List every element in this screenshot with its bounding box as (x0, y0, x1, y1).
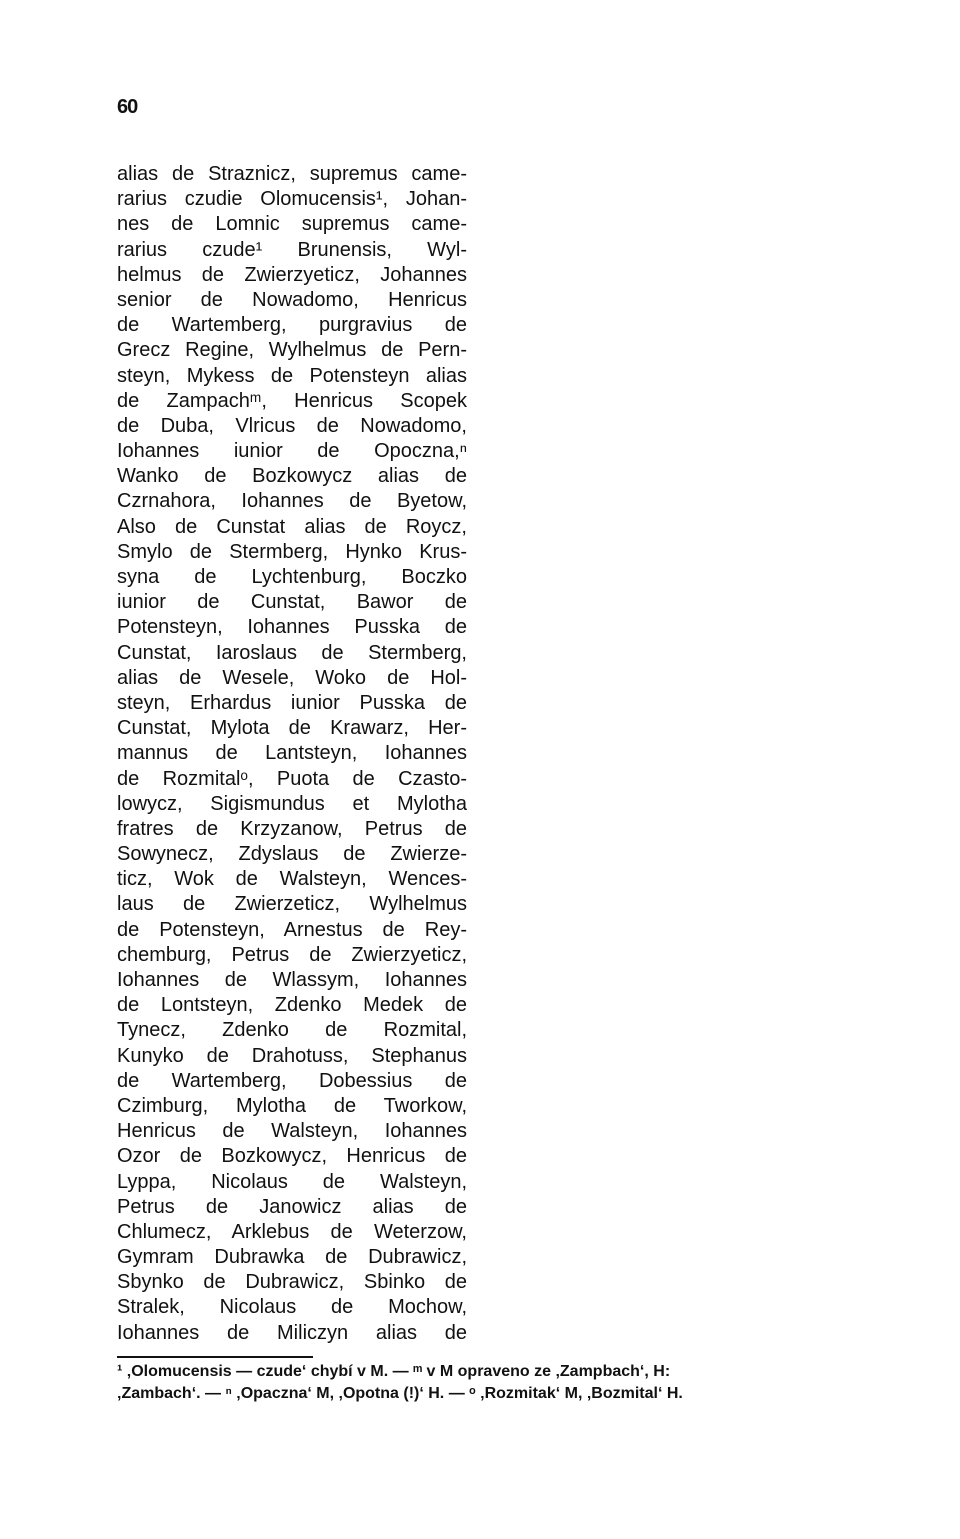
text-line: Also de Cunstat alias de Roycz, (117, 515, 467, 538)
text-line: rarius czude¹ Brunensis, Wyl- (117, 238, 467, 261)
text-line: laus de Zwierzeticz, Wylhelmus (117, 893, 467, 916)
text-line: Petrus de Janowicz alias de (117, 1195, 467, 1218)
text-line: lowycz, Sigismundus et Mylotha (117, 792, 467, 815)
page-number: 60 (117, 96, 138, 118)
text-line: de Duba, Vlricus de Nowadomo, (117, 414, 467, 437)
text-line: Czimburg, Mylotha de Tworkow, (117, 1094, 467, 1117)
text-line: de Wartemberg, purgravius de (117, 314, 467, 337)
text-line: de Lontsteyn, Zdenko Medek de (117, 994, 467, 1017)
text-line: Ozor de Bozkowycz, Henricus de (117, 1145, 467, 1168)
text-line: Stralek, Nicolaus de Mochow, (117, 1296, 467, 1319)
text-line: Iohannes de Wlassym, Iohannes (117, 969, 467, 991)
text-line: alias de Wesele, Woko de Hol- (117, 666, 467, 689)
footnote-line: ‚Zambach‘. — ⁿ ‚Opaczna‘ M, ‚Opotna (!)‘ H. — ᵒ ‚Rozmitak‘ M, ‚Bozmital‘ H. (117, 1385, 683, 1402)
footnote-rule (117, 1356, 313, 1358)
body-text (117, 162, 467, 1346)
text-line: de Rozmitalᵒ, Puota de Czasto- (117, 767, 467, 790)
text-line: Wanko de Bozkowycz alias de (117, 465, 467, 488)
text-line: Lyppa, Nicolaus de Walsteyn, (117, 1170, 467, 1193)
footnote-line: ¹ ‚Olomucensis — czude‘ chybí v M. — ᵐ v M opraveno ze ‚Zampbach‘, H: (117, 1363, 671, 1380)
text-line: iunior de Cunstat, Bawor de (117, 591, 467, 614)
text-line: Iohannes de Miliczyn alias de (117, 1321, 467, 1344)
text-line: Sbynko de Dubrawicz, Sbinko de (117, 1271, 467, 1294)
text-line: ticz, Wok de Walsteyn, Wences- (117, 868, 467, 891)
text-line: Potensteyn, Iohannes Pusska de (117, 616, 467, 639)
text-line: de Potensteyn, Arnestus de Rey- (117, 918, 467, 941)
text-line: Gymram Dubrawka de Dubrawicz, (117, 1246, 467, 1269)
text-line: nes de Lomnic supremus came- (117, 213, 467, 236)
text-line: Tynecz, Zdenko de Rozmital, (117, 1019, 467, 1042)
text-line: Czrnahora, Iohannes de Byetow, (117, 490, 467, 513)
text-line: de Zampachᵐ, Henricus Scopek (117, 389, 467, 412)
text-line: Henricus de Walsteyn, Iohannes (117, 1120, 467, 1143)
text-line: steyn, Erhardus iunior Pusska de (117, 691, 467, 714)
text-line: steyn, Mykess de Potensteyn alias (117, 364, 467, 387)
text-line: Cunstat, Mylota de Krawarz, Her- (117, 717, 467, 740)
text-line: rarius czudie Olomucensis¹, Johan- (117, 188, 467, 211)
text-line: Chlumecz, Arklebus de Weterzow, (117, 1220, 467, 1243)
text-line: Grecz Regine, Wylhelmus de Pern- (117, 339, 467, 362)
text-line: Sowynecz, Zdyslaus de Zwierze- (117, 843, 467, 866)
text-line: helmus de Zwierzyeticz, Johannes (117, 263, 467, 286)
text-line: fratres de Krzyzanow, Petrus de (117, 817, 467, 840)
text-line: alias de Straznicz, supremus came- (117, 163, 467, 185)
text-line: Smylo de Stermberg, Hynko Krus- (117, 540, 467, 563)
text-line: Cunstat, Iaroslaus de Stermberg, (117, 641, 467, 664)
text-line: syna de Lychtenburg, Boczko (117, 566, 467, 588)
text-line: de Wartemberg, Dobessius de (117, 1069, 467, 1092)
text-line: Kunyko de Drahotuss, Stephanus (117, 1044, 467, 1067)
footnotes (117, 1361, 847, 1405)
text-line: senior de Nowadomo, Henricus (117, 288, 467, 311)
text-line: Iohannes iunior de Opoczna,ⁿ (117, 440, 467, 463)
text-line: mannus de Lantsteyn, Iohannes (117, 742, 467, 765)
text-line: chemburg, Petrus de Zwierzyeticz, (117, 943, 467, 966)
